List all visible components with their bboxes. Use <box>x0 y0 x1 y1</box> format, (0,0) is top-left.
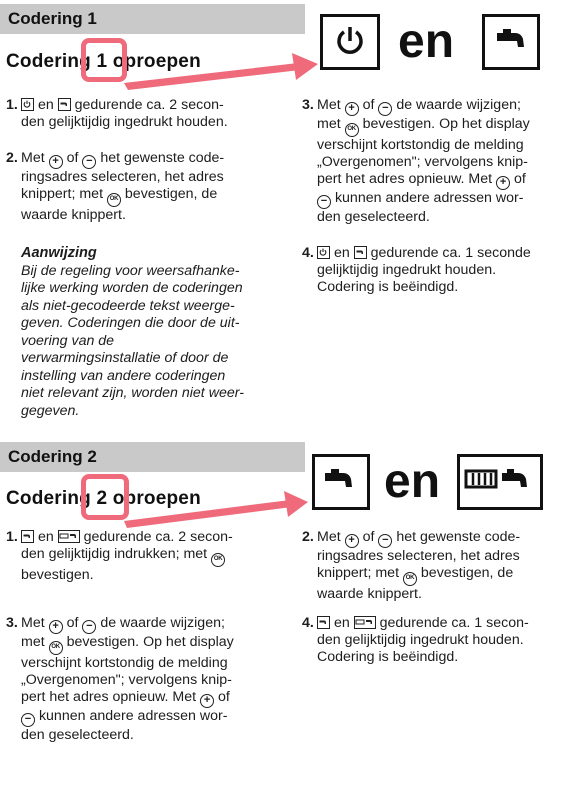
section2-step-3: 3. Met + of − de waarde wijzigen; met OK bevestigen. Op het display verschijnt kortstondig de melding „Overgenomen"; vervolgens knip- pert het adres opnieuw. Met + of − kunnen andere adressen wor- den geselecteerd. <box>6 615 234 743</box>
hint-line: Bij de regeling voor weersafhanke- <box>21 262 240 279</box>
section2-title: Codering 2 <box>8 447 97 466</box>
minus-icon: − <box>317 195 331 209</box>
ok-icon: OK <box>49 641 63 655</box>
section2-step-1: 1. en gedurende ca. 2 secon- den gelijktijdig indrukken; met OK bevestigen. <box>6 529 233 583</box>
hint-line: voering van de <box>21 332 115 349</box>
section1-subtitle: Codering 1 oproepen <box>6 51 201 72</box>
hint-line: verwarmingsinstallatie of door de <box>21 350 229 366</box>
hint-line: niet relevant zijn, worden niet weer- <box>21 385 244 401</box>
hint-line: geven. Coderingen die door de uit- <box>21 315 240 331</box>
minus-icon: − <box>378 534 392 548</box>
hint-line: als niet-gecodeerde tekst weerge- <box>21 297 235 314</box>
plus-icon: + <box>345 534 359 548</box>
ok-icon: OK <box>403 572 417 586</box>
section1-step-1: 1. en gedurende ca. 2 secon- den gelijktijdig ingedrukt houden. <box>6 97 228 130</box>
section1-step-3: 3. Met + of − de waarde wijzigen; met OK bevestigen. Op het display verschijnt kortstondig de melding „Overgenomen"; vervolgens knip- pert het adres opnieuw. Met + of − kunnen andere adressen wor- den geselecteerd. <box>302 97 530 225</box>
minus-icon: − <box>82 620 96 634</box>
callout-arrowhead-2 <box>284 491 308 517</box>
plus-icon: + <box>49 155 63 169</box>
hint-line: gegeven. <box>21 402 80 419</box>
ok-icon: OK <box>107 193 121 207</box>
ok-icon: OK <box>211 553 225 567</box>
plus-icon: + <box>49 620 63 634</box>
hint-line: lijke werking worden de coderingen <box>21 280 243 296</box>
plus-icon: + <box>200 694 214 708</box>
minus-icon: − <box>21 713 35 727</box>
section1-step-4: 4. en gedurende ca. 1 seconde gelijktijdig ingedrukt houden. Codering is beëindigd. <box>302 245 531 295</box>
icons-joiner-en: en <box>384 455 441 508</box>
callout-arrowhead-1 <box>292 53 318 80</box>
section1-step-2: 2. Met + of − het gewenste code- ringsadres selecteren, het adres knippert; met OK bevestigen, de waarde knippert. <box>6 150 225 223</box>
plus-icon: + <box>345 102 359 116</box>
icons-joiner-en: en <box>398 15 455 68</box>
callout-arrow-2 <box>124 500 292 528</box>
section2-step-4: 4. en gedurende ca. 1 secon- den gelijktijdig ingedrukt houden. Codering is beëindigd. <box>302 615 529 665</box>
section2-subtitle: Codering 2 oproepen <box>6 488 201 509</box>
ok-icon: OK <box>345 123 359 137</box>
hint-line: instelling van andere coderingen <box>21 367 226 384</box>
minus-icon: − <box>378 102 392 116</box>
plus-icon: + <box>496 176 510 190</box>
callout-arrow-1 <box>124 63 300 90</box>
minus-icon: − <box>82 155 96 169</box>
section2-step-2: 2. Met + of − het gewenste code- ringsadres selecteren, het adres knippert; met OK bevestigen, de waarde knippert. <box>302 529 521 602</box>
section1-title: Codering 1 <box>8 9 97 28</box>
hint-title: Aanwijzing <box>21 245 97 261</box>
